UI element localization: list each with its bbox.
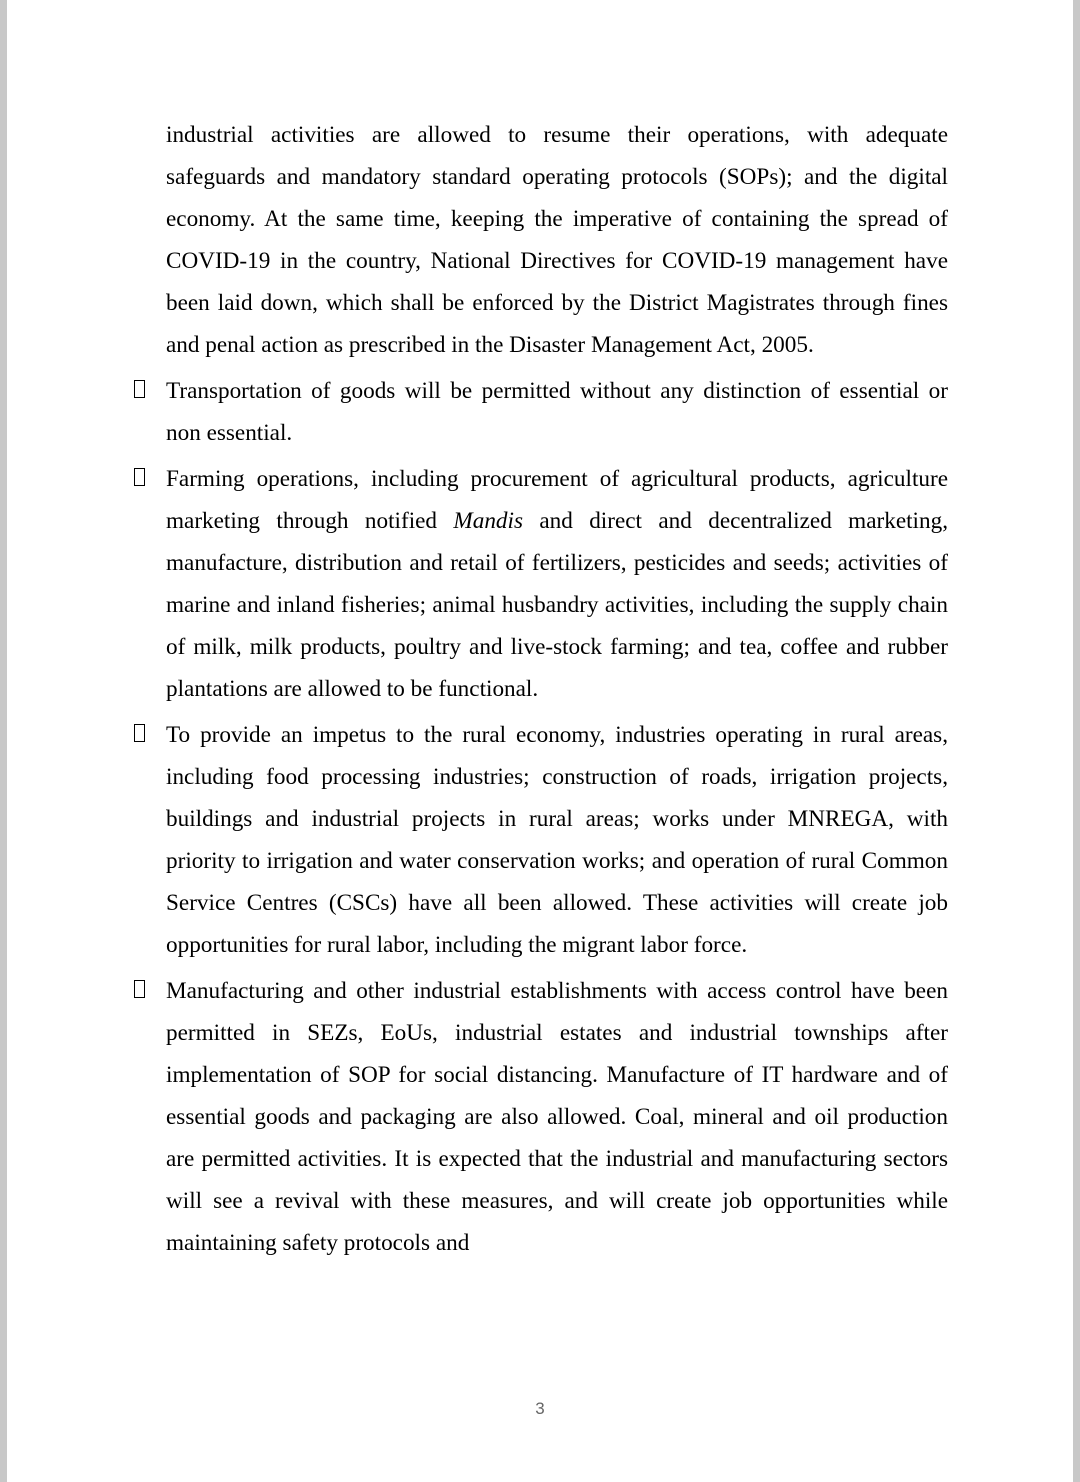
list-item bbox=[166, 714, 948, 966]
bullet-text: Manufacturing and other industrial establishments with access control have been permitted in SEZs, EoUs, industrial estates and industrial townships after implementation of SOP for social distancing. Manufacture of IT hardware and of essential goods and packaging are also allowed. Coal, mineral and oil production are permitted activities. It is expected that the industrial and manufacturing sectors will see a revival with these measures, and will create job opportunities while maintaining safety protocols and bbox=[166, 978, 948, 1256]
page-edge-right bbox=[1073, 0, 1080, 1482]
page-edge-left bbox=[0, 0, 7, 1482]
page-number: 3 bbox=[535, 1399, 545, 1418]
bullet-list bbox=[166, 370, 948, 1264]
list-item bbox=[166, 458, 948, 710]
intro-paragraph: industrial activities are allowed to resume their operations, with adequate safeguards and mandatory standard operating protocols (SOPs); and the digital economy. At the same time, keeping the imperative of containing the spread of COVID-19 in the country, National Directives for COVID-19 management have been laid down, which shall be enforced by the District Magistrates through fines and penal action as prescribed in the Disaster Management Act, 2005. bbox=[166, 122, 948, 358]
hollow-box-bullet-icon bbox=[134, 380, 145, 398]
list-item bbox=[166, 970, 948, 1264]
bullet-text bbox=[166, 458, 948, 710]
bullet-text-start: Farming operations, including procurement of agricultural products, agriculture marketing through notified bbox=[166, 466, 948, 534]
bullet-text: To provide an impetus to the rural economy, industries operating in rural areas, including food processing industries; construction of roads, irrigation projects, buildings and industrial projects in rural areas; works under MNREGA, with priority to irrigation and water conservation works; and operation of rural Common Service Centres (CSCs) have all been allowed. These activities will create job opportunities for rural labor, including the migrant labor force. bbox=[166, 722, 948, 958]
list-item bbox=[166, 370, 948, 454]
bullet-text-end: and direct and decentralized marketing, manufacture, distribution and retail of fertilizers, pesticides and seeds; activities of marine and inland fisheries; animal husbandry activities, including the supply chain of milk, milk products, poultry and live-stock farming; and tea, coffee and rubber plantations are allowed to be functional. bbox=[166, 508, 948, 702]
hollow-box-bullet-icon bbox=[134, 980, 145, 998]
document-body bbox=[166, 114, 948, 1268]
italic-term: Mandis bbox=[453, 508, 523, 534]
hollow-box-bullet-icon bbox=[134, 724, 145, 742]
hollow-box-bullet-icon bbox=[134, 468, 145, 486]
bullet-text: Transportation of goods will be permitted without any distinction of essential or non essential. bbox=[166, 378, 948, 446]
